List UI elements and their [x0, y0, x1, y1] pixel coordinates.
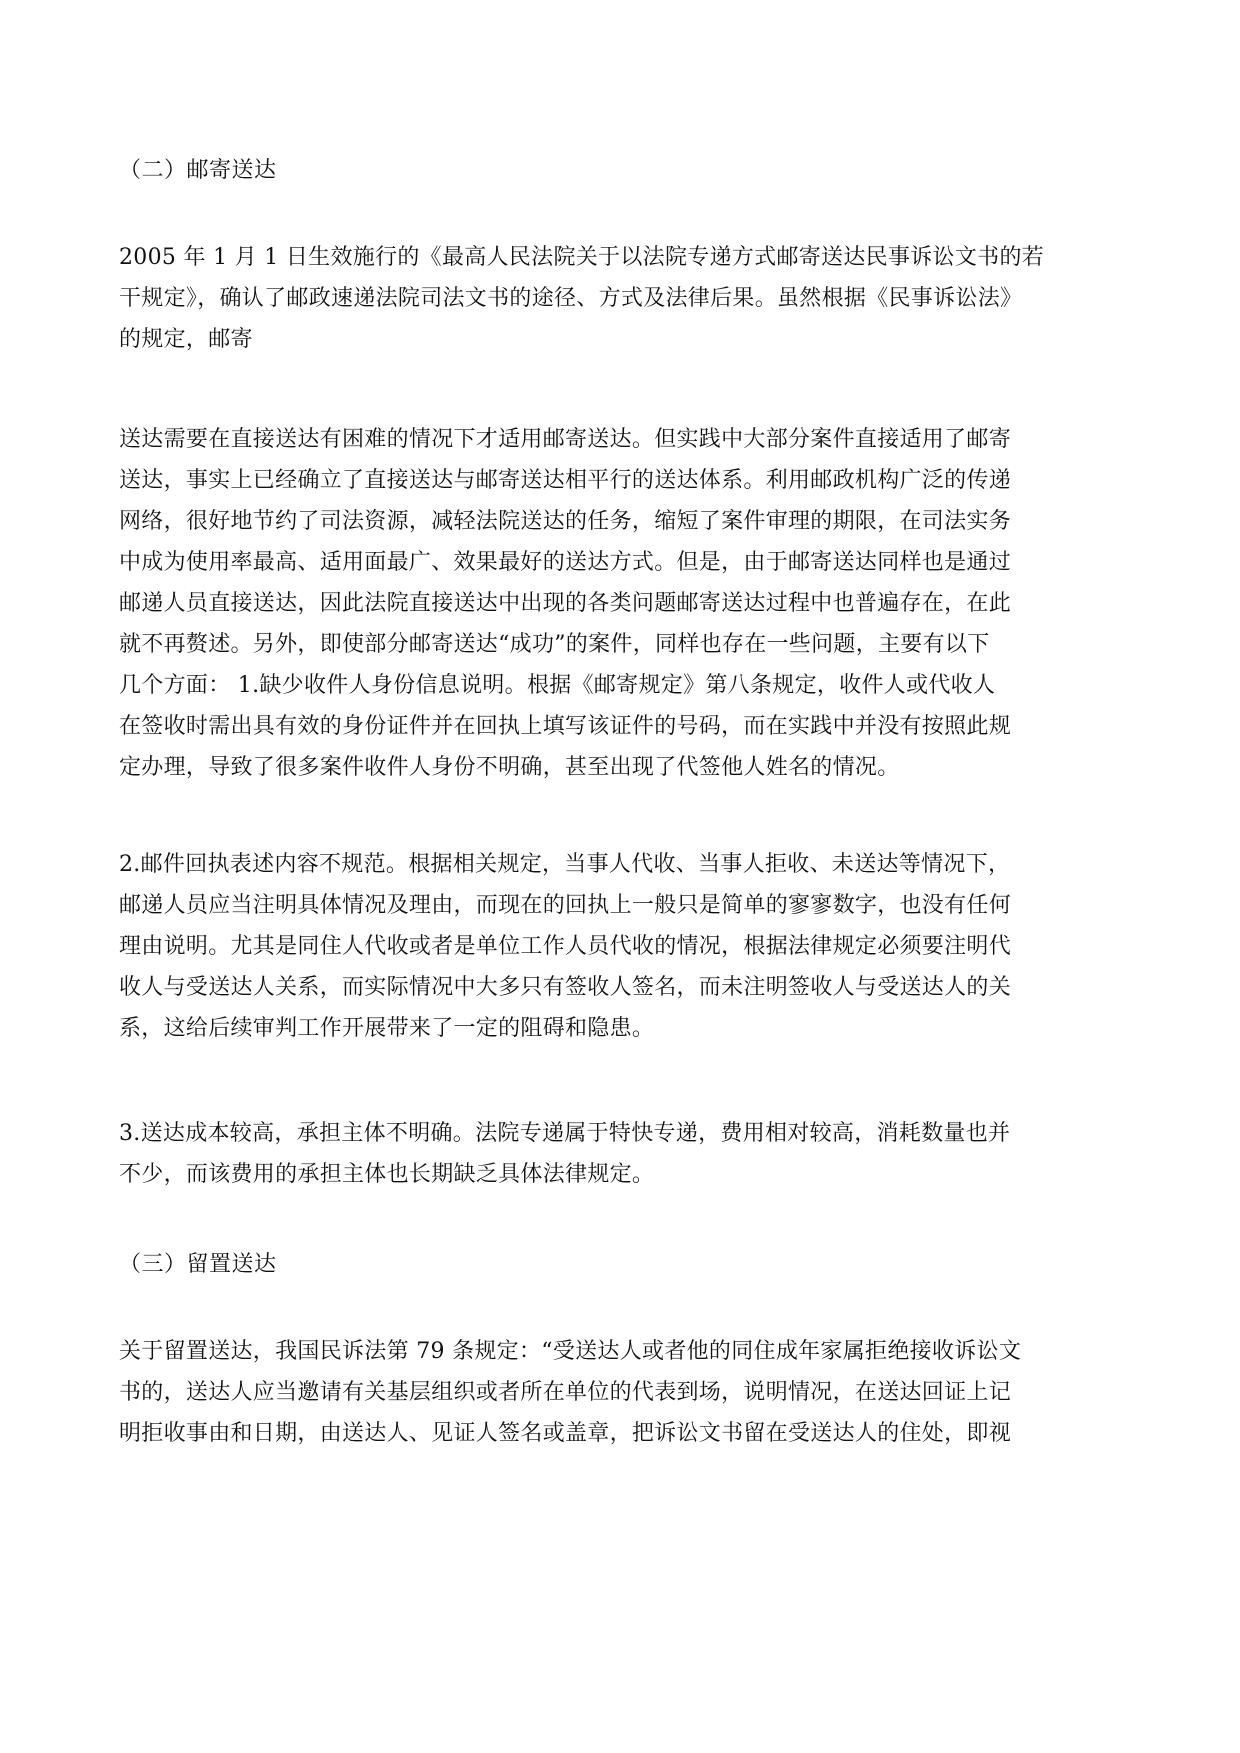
- paragraph-regulation-intro: 2005 年 1 月 1 日生效施行的《最高人民法院关于以法院专递方式邮寄送达民事诉讼文书的若 干规定》，确认了邮政速递法院司法文书的途径、方式及法律后果。虽然根据《民事诉讼法》 的规定，邮寄: [119, 245, 1045, 352]
- section-heading-lien-service: （三）留置送达: [119, 1252, 277, 1277]
- section-heading-mail-service: （二）邮寄送达: [119, 158, 277, 183]
- paragraph-mail-service-practice: 送达需要在直接送达有困难的情况下才适用邮寄送达。但实践中大部分案件直接适用了邮寄 送达，事实上已经确立了直接送达与邮寄送达相平行的送达体系。利用邮政机构广泛的传递 网络，很好地节约了司法资源，减轻法院送达的任务，缩短了案件审理的期限，在司法实务 中成为使用率最高、适用面最广、效果最好的送达方式。但是，由于邮寄送达同样也是通过 邮递人员直接送达，因此法院直接送达中出现的各类问题邮寄送达过程中也普遍存在，在此 就不再赘述。另外，即使部分邮寄送达“成功”的案件，同样也存在一些问题，主要有以下 几个方面： 1.缺少收件人身份信息说明。根据《邮寄规定》第八条规定，收件人或代收人 在签收时需出具有效的身份证件并在回执上填写该证件的号码，而在实践中并没有按照此规 定办理，导致了很多案件收件人身份不明确，甚至出现了代签他人姓名的情况。: [119, 427, 1012, 780]
- paragraph-lien-service-rule: 关于留置送达，我国民诉法第 79 条规定：“受送达人或者他的同住成年家属拒绝接收诉讼文 书的，送达人应当邀请有关基层组织或者所在单位的代表到场，说明情况，在送达回证上记 明拒收事由和日期，由送达人、见证人签名或盖章，把诉讼文书留在受送达人的住处，即视: [119, 1339, 1022, 1446]
- paragraph-receipt-issues: 2.邮件回执表述内容不规范。根据相关规定，当事人代收、当事人拒收、未送达等情况下， 邮递人员应当注明具体情况及理由，而现在的回执上一般只是简单的寥寥数字，也没有任何 理由说明。尤其是同住人代收或者是单位工作人员代收的情况，根据法律规定必须要注明代 收人与受送达人关系，而实际情况中大多只有签收人签名，而未注明签收人与受送达人的关 系，这给后续审判工作开展带来了一定的阻碍和隐患。: [119, 852, 1012, 1041]
- paragraph-service-cost: 3.送达成本较高，承担主体不明确。法院专递属于特快专递，费用相对较高，消耗数量也并 不少，而该费用的承担主体也长期缺乏具体法律规定。: [119, 1121, 1011, 1187]
